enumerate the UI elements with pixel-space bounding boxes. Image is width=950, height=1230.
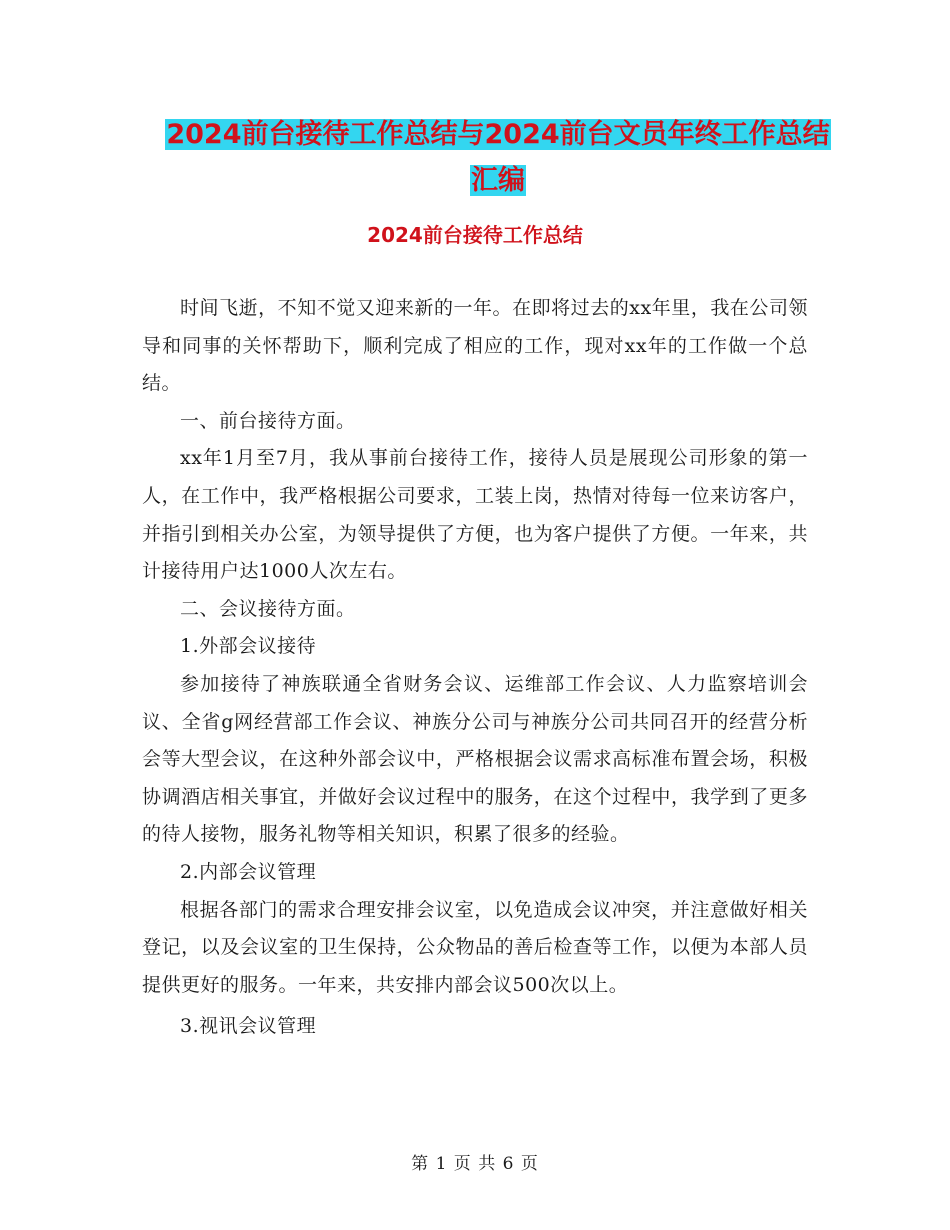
subsection-heading: 1.外部会议接待	[180, 635, 317, 658]
document-title	[140, 112, 856, 204]
section-title: 2024前台接待工作总结	[367, 223, 583, 247]
page-footer: 第 1 页 共 6 页	[411, 1154, 539, 1174]
paragraph: 时间飞逝，不知不觉又迎来新的一年。在即将过去的xx年里，我在公司领导和同事的关怀帮助下，顺利完成了相应的工作，现对xx年的工作做一个总结。	[142, 297, 808, 395]
subsection-heading: 2.内部会议管理	[180, 860, 317, 883]
section-heading: 一、前台接待方面。	[180, 409, 356, 432]
document-title-line1: 2024前台接待工作总结与2024前台文员年终工作总结	[166, 119, 830, 150]
section-heading: 二、会议接待方面。	[180, 597, 356, 620]
paragraph: 根据各部门的需求合理安排会议室，以免造成会议冲突，并注意做好相关登记，以及会议室的卫生保持，公众物品的善后检查等工作，以便为本部人员提供更好的服务。一年来，共安排内部会议500次以上。	[142, 898, 808, 996]
document-body	[142, 290, 808, 1046]
paragraph: xx年1月至7月，我从事前台接待工作，接待人员是展现公司形象的第一人，在工作中，我严格根据公司要求，工装上岗，热情对待每一位来访客户，并指引到相关办公室，为领导提供了方便，也为客户提供了方便。一年来，共计接待用户达1000人次左右。	[142, 447, 808, 583]
paragraph: 参加接待了神族联通全省财务会议、运维部工作会议、人力监察培训会议、全省g网经营部工作会议、神族分公司与神族分公司共同召开的经营分析会等大型会议，在这种外部会议中，严格根据会议需求高标准布置会场，积极协调酒店相关事宜，并做好会议过程中的服务，在这个过程中，我学到了更多的待人接物，服务礼物等相关知识，积累了很多的经验。	[142, 672, 808, 846]
subsection-heading: 3.视讯会议管理	[180, 1015, 317, 1038]
document-title-line2: 汇编	[471, 165, 525, 196]
